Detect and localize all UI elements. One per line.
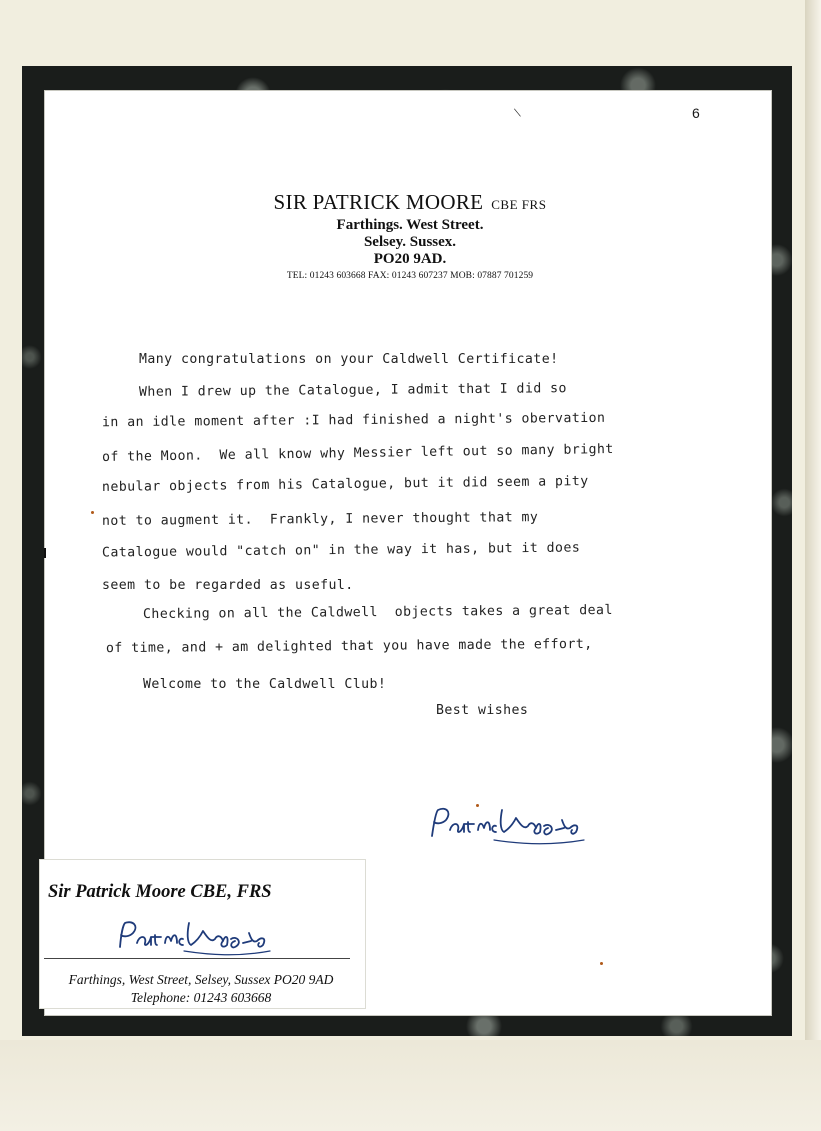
letter-line: seem to be regarded as useful.: [102, 578, 354, 593]
letter-line: of the Moon. We all know why Messier left out so many bright: [101, 441, 614, 466]
card-address-block: [42, 971, 360, 1007]
ink-speck: [91, 511, 94, 514]
letterhead-address-line2: Selsey. Sussex.: [363, 234, 457, 250]
card-name: Sir Patrick Moore CBE, FRS: [48, 882, 272, 902]
letter-line: not to augment it. Frankly, I never thought that my: [101, 510, 539, 529]
letterhead-name: SIR PATRICK MOORE: [273, 190, 484, 214]
card-telephone: Telephone: 01243 603668: [130, 990, 272, 1005]
letterhead-postnominals: CBE FRS: [491, 197, 547, 212]
letter-line: in an idle moment after :I had finished a night's obervation: [101, 410, 606, 431]
page-number: 6: [692, 105, 700, 121]
letter-line: Welcome to the Caldwell Club!: [143, 677, 387, 692]
letter-line: Checking on all the Caldwell objects takes a great deal: [142, 602, 613, 623]
edge-mark: [44, 548, 46, 558]
ink-speck: [600, 962, 603, 965]
album-page-bottom: [0, 1040, 821, 1131]
letter-line: Many congratulations on your Caldwell Certificate!: [139, 352, 559, 367]
ink-speck: [476, 804, 479, 807]
letter-line: Catalogue would "catch on" in the way it has, but it does: [101, 540, 581, 561]
pen-mark: \: [513, 105, 523, 122]
letterhead-postcode: PO20 9AD.: [373, 251, 447, 267]
letterhead-address-line1: Farthings. West Street.: [336, 217, 484, 233]
album-page-edge: [805, 0, 821, 1131]
card-address: Farthings, West Street, Selsey, Sussex PO20 9AD: [68, 972, 334, 987]
letterhead: [220, 190, 600, 281]
card-rule: [44, 958, 350, 959]
letter-line: nebular objects from his Catalogue, but it did seem a pity: [101, 474, 589, 495]
handwritten-signature: [424, 800, 594, 860]
closing-line: Best wishes: [436, 703, 529, 718]
letterhead-contacts: TEL: 01243 603668 FAX: 01243 607237 MOB: 07887 701259: [286, 271, 534, 281]
letter-line: of time, and + am delighted that you have made the effort,: [105, 636, 593, 657]
letter-line: When I drew up the Catalogue, I admit that I did so: [138, 381, 567, 400]
